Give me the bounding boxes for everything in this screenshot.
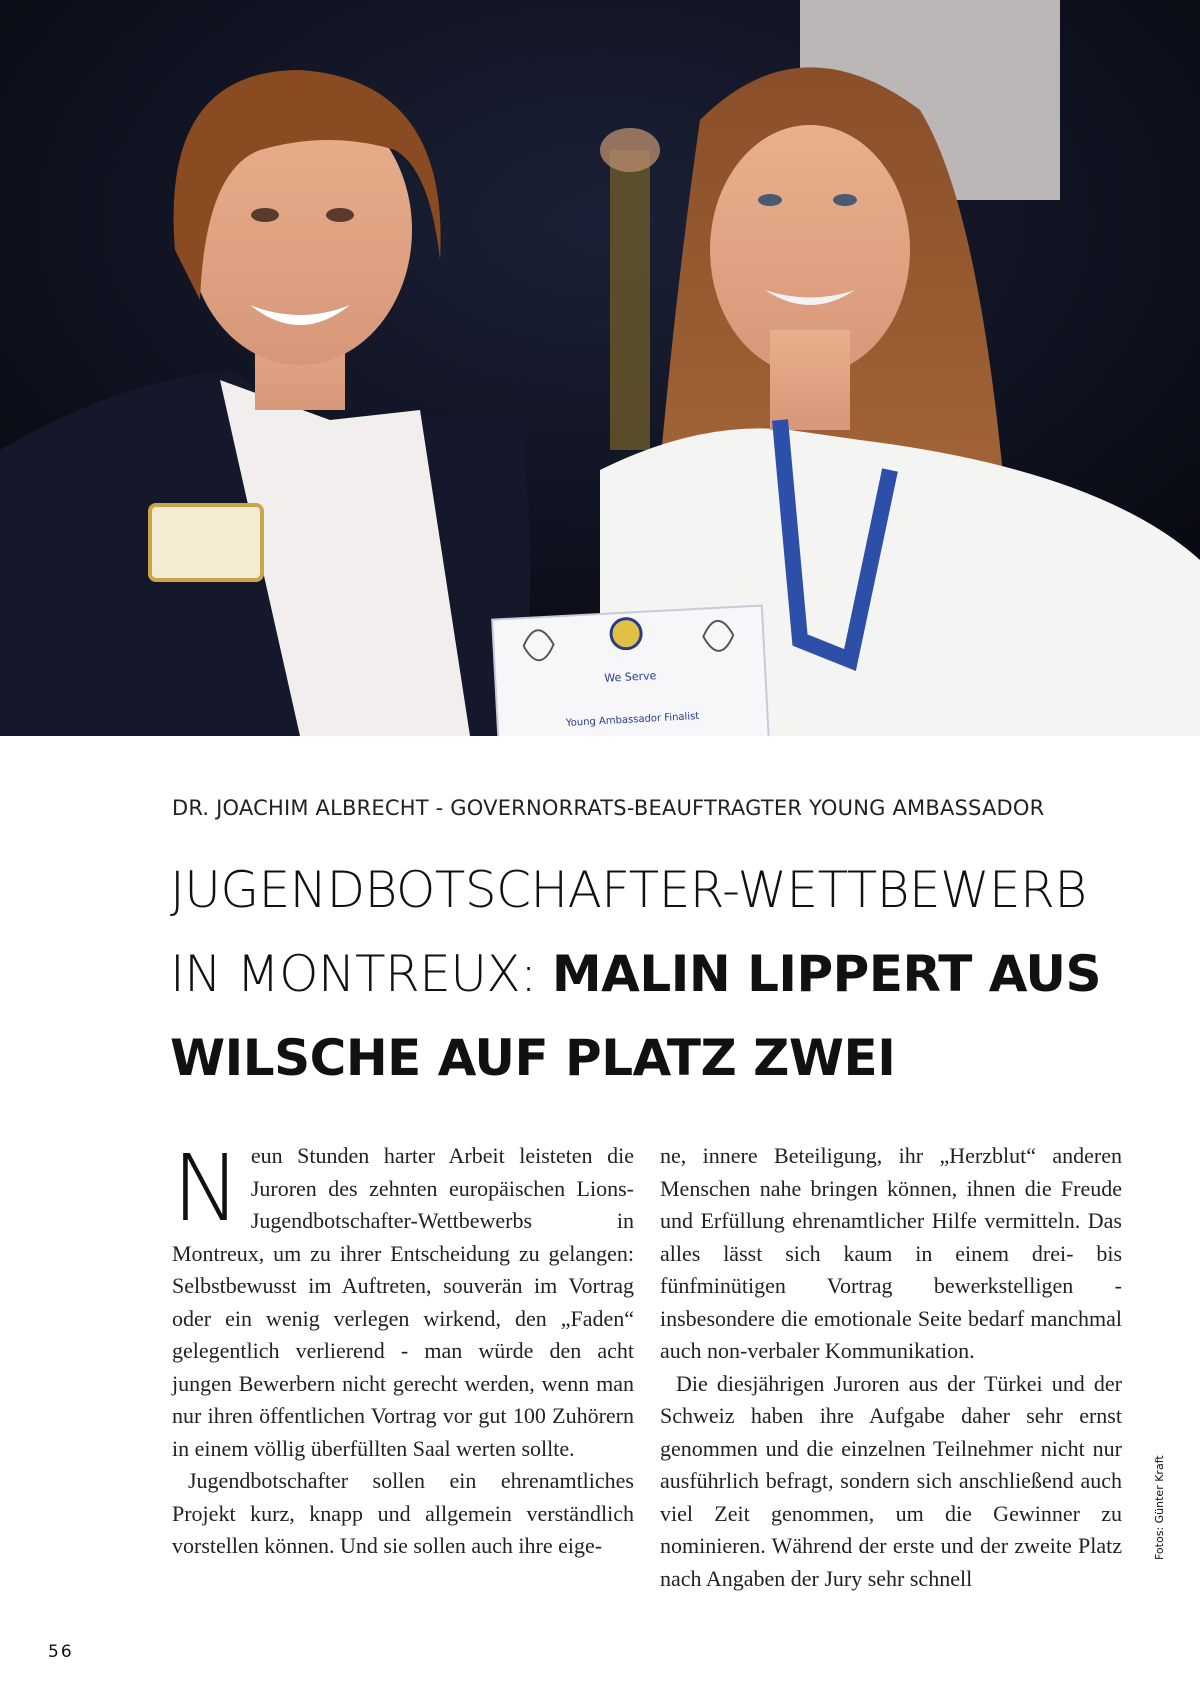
page-number: 56: [48, 1642, 74, 1662]
drop-cap: N: [172, 1135, 241, 1242]
article-column-right: [660, 1140, 1122, 1595]
certificate-line-2: Young Ambassador Finalist: [565, 710, 700, 729]
headline-part-1: JUGENDBOTSCHAFTER-WETTBEWERB: [170, 861, 1087, 919]
article-paragraph: Die diesjährigen Juroren aus der Türkei und der Schweiz haben ihre Aufgabe daher sehr ernst genommen und die einzelnen Teilnehmer nicht nur ausführlich befragt, sondern sich anschließend auch viel Zeit genommen, um die Gewinner zu nominieren. Während der erste und der zweite Platz nach Angaben der Jury sehr schnell: [660, 1370, 1122, 1591]
headline-part-2: IN MONTREUX:: [170, 945, 552, 1003]
article-photo: [0, 0, 1200, 736]
photo-credit: Fotos: Günter Kraft: [1153, 1455, 1166, 1560]
photo-illustration: [0, 0, 1200, 736]
article-paragraph: ne, innere Beteiligung, ihr „Herzblut“ anderen Menschen nahe bringen können, ihnen die Freude und Erfüllung ehrenamtlicher Hilfe vermitteln. Das alles lässt sich kaum in einem drei- bis fünfminütigen Vortrag bewerkstelligen - insbesondere die emotionale Seite bedarf manchmal auch non-verbaler Kommunikation.: [660, 1143, 1122, 1363]
paragraph-text: eun Stunden harter Arbeit leisteten die Juroren des zehnten europäischen Lions-Jugendbotschafter-Wettbewerbs in Montreux, um zu ihrer Entscheidung zu gelangen: Selbstbewusst im Auftreten, souverän im Vortrag oder ein wenig verlegen wirkend, den „Faden“ gelegentlich verlierend - man würde den acht jungen Bewerbern nicht gerecht werden, wenn man nur ihren öffentlichen Vortrag vor gut 100 Zuhörern in einem völlig überfüllten Saal werten sollte.: [172, 1143, 634, 1461]
article-paragraph: [172, 1135, 634, 1465]
article-paragraph: Jugendbotschafter sollen ein ehrenamtliches Projekt kurz, knapp und allgemein verständlich vorstellen können. Und sie sollen auch ihre eige-: [172, 1468, 634, 1558]
byline: DR. JOACHIM ALBRECHT - GOVERNORRATS-BEAUFTRAGTER YOUNG AMBASSADOR: [172, 796, 1045, 820]
certificate-line-1: We Serve: [604, 669, 657, 685]
headline-part-3: MALIN LIPPERT AUS: [551, 945, 1102, 1003]
article-column-left: [172, 1135, 634, 1563]
headline: [170, 848, 1130, 1100]
headline-part-4: WILSCHE AUF PLATZ ZWEI: [170, 1029, 896, 1087]
